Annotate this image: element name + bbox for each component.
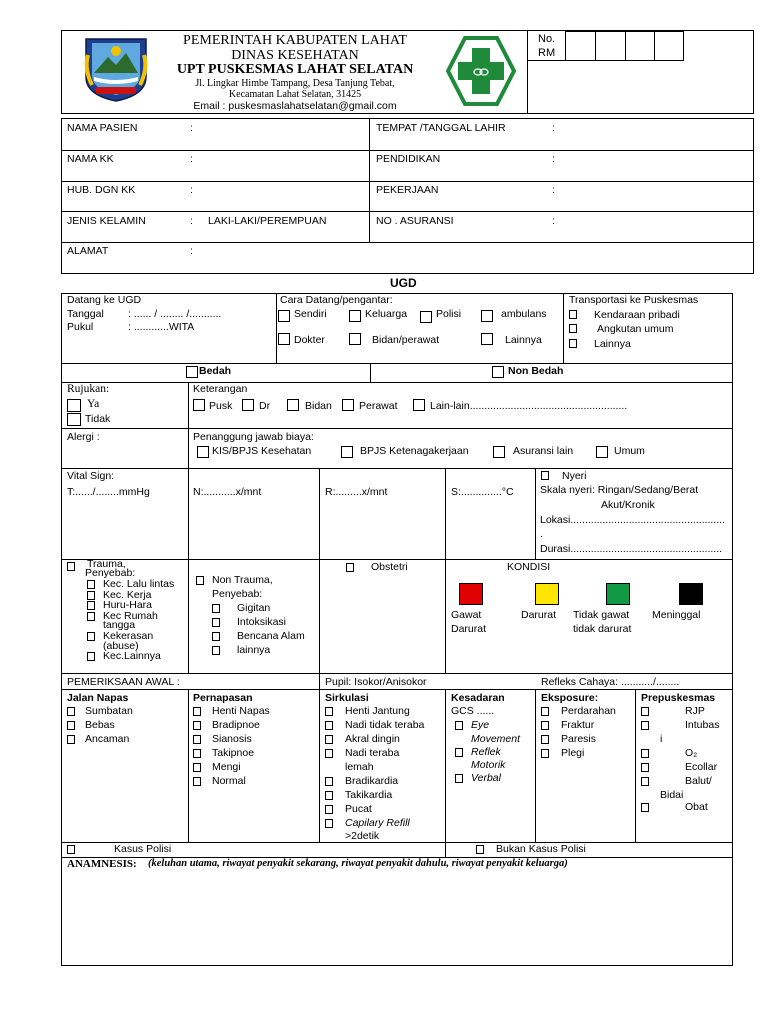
sk-checkbox[interactable] (325, 777, 333, 786)
no-rm-label-2: RM (538, 47, 556, 59)
skala-nyeri-label: Skala nyeri: Ringan/Sedang/Berat (540, 484, 699, 496)
pn-checkbox[interactable] (193, 763, 201, 772)
lokasi-field[interactable]: Lokasi..................................................... (540, 514, 725, 526)
eksposure-header: Eksposure: (541, 692, 599, 704)
sk-checkbox[interactable] (325, 819, 333, 828)
keterangan-label: Keterangan (193, 383, 248, 395)
keluarga-checkbox[interactable] (349, 310, 361, 322)
dokter-checkbox[interactable] (278, 333, 290, 345)
lain-lain-label[interactable]: Lain-lain...................................................... (430, 400, 628, 412)
label-alamat: ALAMAT (67, 245, 109, 257)
label-pendidikan: PENDIDIKAN (376, 153, 441, 165)
nt-item: lainnya (237, 644, 271, 656)
regency-logo (80, 35, 152, 103)
kasus-polisi-label: Kasus Polisi (114, 843, 172, 855)
prepuskesmas-header: Prepuskesmas (641, 692, 716, 704)
trauma-item-cont: tangga (103, 619, 136, 631)
kondisi-meninggal-label: Meninggal (652, 609, 701, 621)
jn-checkbox[interactable] (67, 721, 75, 730)
no-rm-label-1: No. (538, 33, 556, 45)
nadi-field[interactable]: N:...........x/mnt (193, 486, 262, 498)
jalan-napas-header: Jalan Napas (67, 692, 129, 704)
pp-checkbox[interactable] (641, 763, 649, 772)
sk-checkbox[interactable] (325, 749, 333, 758)
pp-item: RJP (685, 705, 705, 717)
anamnesis-note: (keluhan utama, riwayat penyakit sekarang, riwayat penyakit dahulu, riwayat penyakit keluarga) (148, 858, 568, 869)
obstetri-label: Obstetri (371, 561, 408, 573)
label-jenis-kelamin: JENIS KELAMIN (67, 215, 146, 227)
verbal-label: Verbal (471, 772, 501, 784)
kis-bpjs-checkbox[interactable] (197, 446, 209, 458)
rujukan-ya-label: Ya (87, 398, 100, 410)
transport-lainnya-label: Lainnya (594, 338, 631, 350)
kesadaran-header: Kesadaran (451, 692, 505, 704)
label-pekerjaan: PEKERJAAN (376, 184, 439, 196)
ek-checkbox[interactable] (541, 749, 549, 758)
ambulans-label: ambulans (501, 308, 547, 320)
kondisi-darurat-label: Darurat (521, 609, 557, 621)
jenis-kelamin-value[interactable]: LAKI-LAKI/PEREMPUAN (208, 215, 327, 227)
pn-item: Henti Napas (212, 705, 270, 717)
colon: : (190, 122, 193, 134)
polisi-label: Polisi (436, 308, 462, 320)
colon: : (190, 184, 193, 196)
refleks-cahaya-field[interactable]: Refleks Cahaya: .........../........ (541, 676, 680, 688)
trauma-item-checkbox[interactable] (87, 652, 95, 661)
non-bedah-label: Non Bedah (508, 365, 564, 377)
angkutan-label: Angkutan umum (597, 323, 674, 335)
kondisi-label: KONDISI (507, 561, 551, 573)
trauma-item: Kec. Lalu lintas (103, 578, 175, 590)
polisi-checkbox[interactable] (420, 311, 432, 323)
asuransi-lain-checkbox[interactable] (493, 446, 505, 458)
trauma-item: Kec.Lainnya (103, 650, 161, 662)
penanggung-label: Penanggung jawab biaya: (193, 431, 314, 443)
nt-item-checkbox[interactable] (212, 646, 220, 655)
header-email: Email : puskesmaslahatselatan@gmail.com (193, 100, 397, 112)
header-line2: DINAS KESEHATAN (231, 48, 359, 63)
rujukan-ya-checkbox[interactable] (67, 399, 81, 412)
obstetri-checkbox[interactable] (346, 563, 354, 572)
pp-item: Balut/ (685, 775, 712, 787)
rujukan-tidak-label: Tidak (85, 413, 111, 425)
tanggal-label: Tanggal (67, 308, 104, 320)
kendaraan-checkbox[interactable] (569, 310, 577, 319)
pp-item-cont: Bidai (660, 789, 684, 801)
sendiri-label: Sendiri (294, 308, 327, 320)
pupil-label: Pupil: Isokor/Anisokor (325, 676, 427, 688)
vital-sign-label: Vital Sign: (67, 470, 115, 482)
trauma-item-checkbox[interactable] (87, 632, 95, 641)
ek-item: Plegi (561, 747, 585, 759)
header-line1: PEMERINTAH KABUPATEN LAHAT (183, 33, 407, 48)
perawat-checkbox[interactable] (342, 399, 354, 411)
trauma-penyebab-label: Penyebab: (85, 567, 136, 579)
label-no-asuransi: NO . ASURANSI (376, 215, 454, 227)
kondisi-tidak-gawat-label-2: tidak darurat (573, 623, 632, 635)
pernapasan-header: Pernapasan (193, 692, 253, 704)
pn-item: Normal (212, 775, 246, 787)
puskesmas-logo (445, 35, 517, 107)
kondisi-green-swatch[interactable] (606, 583, 630, 605)
trauma-item-checkbox[interactable] (87, 580, 95, 589)
bukan-kasus-polisi-label: Bukan Kasus Polisi (496, 843, 586, 855)
jn-item: Bebas (85, 719, 115, 731)
ugd-title: UGD (390, 276, 417, 290)
tekanan-darah-field[interactable]: T:....../........mmHg (67, 486, 150, 498)
bidan-checkbox[interactable] (287, 399, 299, 411)
pn-checkbox[interactable] (193, 777, 201, 786)
trauma-item: Kec Rumah (103, 610, 158, 622)
pn-item: Bradipnoe (212, 719, 260, 731)
lokasi-dot: . (540, 528, 543, 540)
label-nama-pasien: NAMA PASIEN (67, 122, 138, 134)
trauma-item-cont: (abuse) (103, 640, 139, 652)
pn-checkbox[interactable] (193, 721, 201, 730)
pn-item: Sianosis (212, 733, 252, 745)
ambulans-checkbox[interactable] (481, 310, 493, 322)
respirasi-field[interactable]: R:.........x/mnt (325, 486, 388, 498)
pn-item: Mengi (212, 761, 241, 773)
trauma-item-checkbox[interactable] (87, 591, 95, 600)
jn-item: Ancaman (85, 733, 130, 745)
sk-checkbox[interactable] (325, 721, 333, 730)
trauma-item: Kec. Kerja (103, 589, 152, 601)
bukan-kasus-polisi-checkbox[interactable] (476, 845, 484, 854)
sk-item: Takikardia (345, 789, 393, 801)
jn-checkbox[interactable] (67, 735, 75, 744)
eye-checkbox[interactable] (455, 721, 463, 730)
pp-checkbox[interactable] (641, 777, 649, 786)
anamnesis-label: ANAMNESIS: (67, 858, 137, 870)
transportasi-label: Transportasi ke Puskesmas (569, 294, 699, 306)
bidan-perawat-label: Bidan/perawat (372, 334, 440, 346)
ek-checkbox[interactable] (541, 721, 549, 730)
nyeri-checkbox[interactable] (541, 471, 549, 480)
reflek-label-cont: Motorik (471, 759, 506, 771)
suhu-field[interactable]: S:..............°C (451, 486, 514, 498)
umum-checkbox[interactable] (596, 446, 608, 458)
akut-kronik-label: Akut/Kronik (601, 499, 655, 511)
colon: : (552, 122, 555, 134)
cara-datang-label: Cara Datang/pengantar: (280, 294, 393, 306)
pp-checkbox[interactable] (641, 803, 649, 812)
kondisi-gawat-label: Gawat (451, 609, 482, 621)
pp-item: Intubas (685, 719, 720, 731)
header-address2: Kecamatan Lahat Selatan, 31425 (228, 89, 362, 100)
header-address1: Jl. Lingkar Himbe Tampang, Desa Tanjung Tebat, (195, 78, 395, 89)
nt-item-checkbox[interactable] (212, 604, 220, 613)
kondisi-tidak-gawat-label: Tidak gawat (573, 609, 630, 621)
kondisi-gawat-label-2: Darurat (451, 623, 487, 635)
bedah-label: Bedah (199, 365, 232, 377)
verbal-checkbox[interactable] (455, 774, 463, 783)
bidan-label: Bidan (305, 400, 332, 412)
colon: : (190, 153, 193, 165)
durasi-field[interactable]: Durasi.................................................... (540, 543, 723, 555)
sk-item: Nadi tidak teraba (345, 719, 425, 731)
sk-checkbox[interactable] (325, 735, 333, 744)
trauma-item-checkbox[interactable] (87, 612, 95, 621)
ek-item: Fraktur (561, 719, 595, 731)
pp-item-cont: i (660, 733, 663, 745)
tanggal-field[interactable]: : ...... / ........ /........... (128, 308, 222, 320)
pusk-label: Pusk (209, 400, 233, 412)
gcs-field[interactable]: GCS ...... (451, 705, 495, 717)
header-line3: UPT PUSKESMAS LAHAT SELATAN (176, 62, 414, 77)
jn-item: Sumbatan (85, 705, 133, 717)
kendaraan-label: Kendaraan pribadi (594, 309, 680, 321)
kondisi-red-swatch[interactable] (459, 583, 483, 605)
sk-item: Nadi teraba (345, 747, 400, 759)
colon: : (552, 184, 555, 196)
non-trauma-label: Non Trauma, (212, 574, 273, 586)
pp-checkbox[interactable] (641, 707, 649, 716)
reflek-checkbox[interactable] (455, 748, 463, 757)
angkutan-checkbox[interactable] (569, 324, 577, 333)
nt-item: Gigitan (237, 602, 271, 614)
pukul-label: Pukul (67, 321, 94, 333)
keluarga-label: Keluarga (365, 308, 408, 320)
anamnesis-field[interactable] (62, 872, 732, 965)
datang-ugd-label: Datang ke UGD (67, 294, 142, 306)
pp-item: Ecollar (685, 761, 718, 773)
colon: : (552, 215, 555, 227)
dokter-label: Dokter (294, 334, 325, 346)
colon: : (552, 153, 555, 165)
trauma-item-checkbox[interactable] (87, 601, 95, 610)
sk-item: Akral dingin (345, 733, 400, 745)
sk-checkbox[interactable] (325, 791, 333, 800)
pn-checkbox[interactable] (193, 735, 201, 744)
bpjs-tk-label: BPJS Ketenagakerjaan (360, 445, 469, 457)
nt-item-checkbox[interactable] (212, 618, 220, 627)
jn-checkbox[interactable] (67, 707, 75, 716)
pp-checkbox[interactable] (641, 749, 649, 758)
kis-bpjs-label: KIS/BPJS Kesehatan (212, 445, 312, 457)
pn-checkbox[interactable] (193, 707, 201, 716)
ek-checkbox[interactable] (541, 735, 549, 744)
kasus-polisi-checkbox[interactable] (67, 845, 75, 854)
reflek-label: Reflek (471, 746, 501, 758)
nt-item: Intoksikasi (237, 616, 287, 628)
asuransi-lain-label: Asuransi lain (513, 445, 574, 457)
ek-item: Perdarahan (561, 705, 616, 717)
sk-item: Pucat (345, 803, 372, 815)
pp-item: O₂ (685, 747, 698, 759)
dr-checkbox[interactable] (242, 399, 254, 411)
pusk-checkbox[interactable] (193, 399, 205, 411)
sendiri-checkbox[interactable] (278, 310, 290, 322)
eye-label-cont: Movement (471, 733, 521, 745)
nyeri-label: Nyeri (562, 470, 587, 482)
sk-item-cont: lemah (345, 761, 374, 773)
sk-item: Bradikardia (345, 775, 399, 787)
dr-label: Dr (259, 400, 271, 412)
bpjs-tk-checkbox[interactable] (341, 446, 353, 458)
nt-item-checkbox[interactable] (212, 632, 220, 641)
header-divider (527, 30, 528, 114)
label-nama-kk: NAMA KK (67, 153, 114, 165)
colon: : (190, 215, 193, 227)
lainnya-label: Lainnya (505, 334, 542, 346)
nt-item: Bencana Alam (237, 630, 305, 642)
label-hub-kk: HUB. DGN KK (67, 184, 136, 196)
ek-item: Paresis (561, 733, 597, 745)
lain-lain-checkbox[interactable] (413, 399, 425, 411)
bidan-perawat-checkbox[interactable] (349, 333, 361, 345)
label-tempat-lahir: TEMPAT /TANGGAL LAHIR (376, 122, 506, 134)
bedah-checkbox[interactable] (186, 366, 198, 378)
colon: : (190, 245, 193, 257)
pemeriksaan-awal-label: PEMERIKSAAN AWAL : (67, 676, 180, 688)
perawat-label: Perawat (359, 400, 398, 412)
trauma-item: Kekerasan (103, 630, 154, 642)
sk-checkbox[interactable] (325, 805, 333, 814)
sk-capilary: Capilary Refill (345, 817, 410, 829)
transport-lainnya-checkbox[interactable] (569, 339, 577, 348)
lainnya-checkbox[interactable] (481, 333, 493, 345)
rujukan-tidak-checkbox[interactable] (67, 413, 81, 426)
trauma-checkbox[interactable] (67, 562, 75, 571)
pp-checkbox[interactable] (641, 721, 649, 730)
non-bedah-checkbox[interactable] (492, 366, 504, 378)
sirkulasi-header: Sirkulasi (325, 692, 369, 704)
sk-checkbox[interactable] (325, 707, 333, 716)
pukul-field[interactable]: : ............WITA (128, 321, 195, 333)
alergi-label: Alergi : (67, 431, 100, 443)
pn-checkbox[interactable] (193, 749, 201, 758)
trauma-label: Trauma, (87, 558, 126, 570)
pn-item: Takipnoe (212, 747, 255, 759)
kondisi-black-swatch[interactable] (679, 583, 703, 605)
eye-label: Eye (471, 719, 490, 731)
pp-item: Obat (685, 801, 708, 813)
non-trauma-checkbox[interactable] (196, 576, 204, 585)
sk-capilary-cont: >2detik (345, 830, 380, 842)
sk-item: Henti Jantung (345, 705, 410, 717)
trauma-item: Huru-Hara (103, 599, 153, 611)
non-trauma-penyebab-label: Penyebab: (212, 588, 263, 600)
rujukan-label: Rujukan: (67, 383, 110, 395)
umum-label: Umum (614, 445, 645, 457)
ek-checkbox[interactable] (541, 707, 549, 716)
kondisi-yellow-swatch[interactable] (535, 583, 559, 605)
